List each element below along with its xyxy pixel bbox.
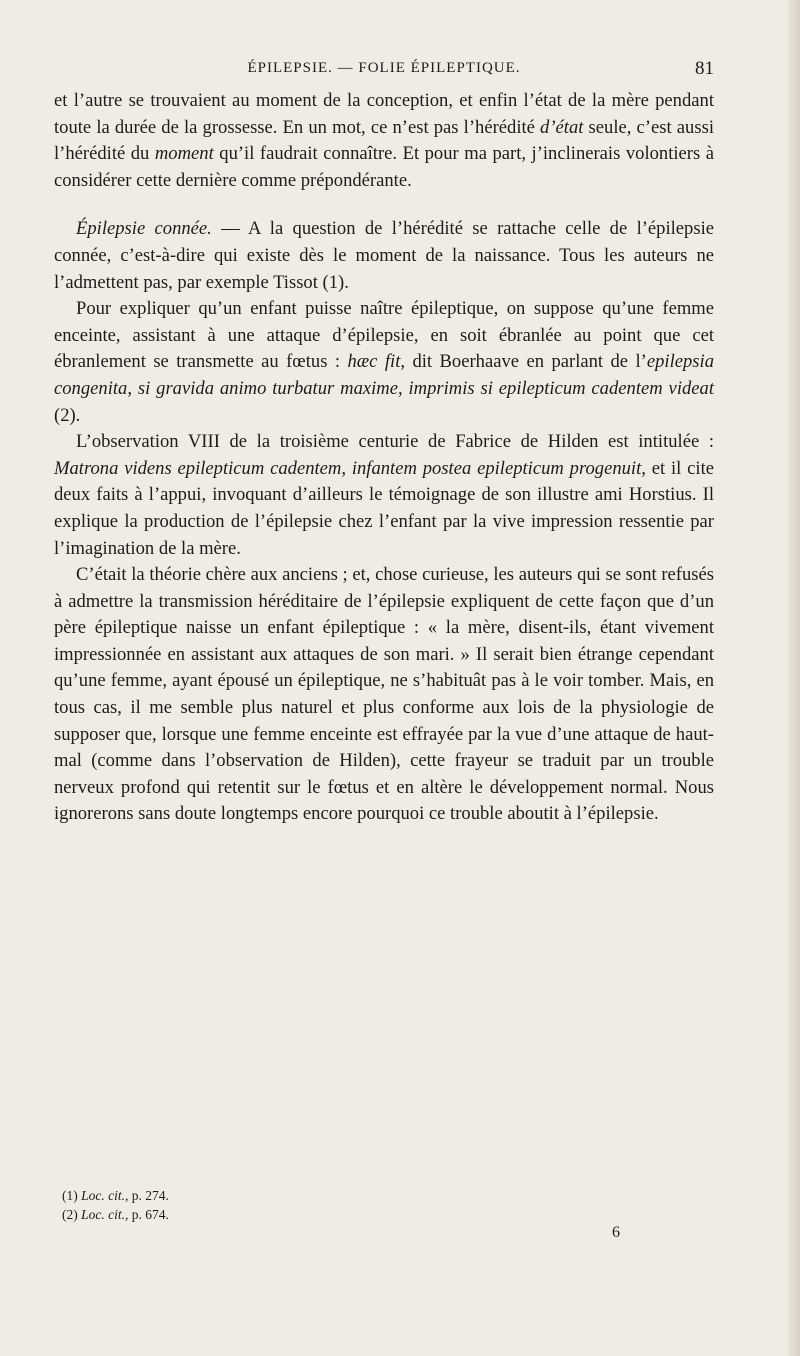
italic-run: Loc. cit., — [81, 1188, 129, 1203]
paragraph-continuation — [54, 88, 714, 194]
italic-run: epilepsia congenita, si gravida animo turbatur maxime, imprimis si epilepticum cadentem videat — [54, 351, 714, 399]
text-run: L’observation VIII de la troisième centurie de Fabrice de Hilden est intitulée : — [76, 431, 714, 453]
italic-run: d’état — [540, 116, 584, 138]
paragraph-theorie-anciens — [54, 562, 714, 828]
footnote-2 — [62, 1205, 169, 1224]
paragraph-boerhaave — [54, 296, 714, 429]
text-run: et il cite deux faits à l’appui, invoquant d’ailleurs le témoignage de son illustre ami Horstius. Il explique la production de l’épilepsie chez l’enfant par la vive impression ressentie par l’imagination de la mère. — [54, 457, 714, 559]
paragraph-epilepsie-connee — [54, 216, 714, 296]
text-run: p. 274. — [128, 1188, 169, 1203]
signature-mark: 6 — [612, 1224, 620, 1241]
footnote-1 — [62, 1186, 169, 1205]
italic-run: Matrona videns epilepticum cadentem, infantem postea epilepticum progenuit, — [54, 457, 646, 479]
running-head-title: ÉPILEPSIE. — FOLIE ÉPILEPTIQUE. — [247, 60, 521, 76]
text-run: seule, c’est aussi l’hérédité du — [54, 116, 714, 165]
text-run: dit Boerhaave en parlant de l’ — [405, 351, 647, 373]
text-run: (1) — [62, 1188, 82, 1203]
text-run: Pour expliquer qu’un enfant puisse naître épileptique, on suppose qu’une femme enceinte, assistant à une attaque d’épilepsie, en soit ébranlée au point que cet ébranlement se transmette au fœtus : — [54, 298, 714, 373]
body-text — [54, 88, 714, 828]
text-run: — A la question de l’hérédité se rattache celle de l’épilepsie connée, c’est-à-dire qui existe dès le moment de la naissance. Tous les auteurs ne l’admettent pas, par exemple Tissot (1). — [54, 218, 715, 293]
text-run: qu’il faudrait connaître. Et pour ma part, j’inclinerais volontiers à considérer cette dernière comme prépondérante. — [54, 143, 714, 191]
italic-run: hæc fit, — [347, 351, 406, 373]
italic-run: Épilepsie connée. — [76, 218, 212, 240]
italic-run: moment — [154, 143, 214, 165]
page-number: 81 — [695, 58, 714, 79]
text-run: (2). — [54, 404, 81, 426]
page-edge-shadow — [788, 0, 800, 1356]
text-run: p. 674. — [128, 1207, 169, 1222]
text-run: (2) — [62, 1207, 82, 1222]
running-head — [54, 60, 714, 84]
paragraph-fabrice-de-hilden — [54, 429, 714, 562]
italic-run: Loc. cit., — [81, 1207, 129, 1222]
text-run: et l’autre se trouvaient au moment de la conception, et enfin l’état de la mère pendant toute la durée de la grossesse. En un mot, ce n’est pas l’hérédité — [54, 90, 714, 138]
footnotes — [62, 1186, 169, 1224]
text-run: C’était la théorie chère aux anciens ; et, chose curieuse, les auteurs qui se sont refusés à admettre la transmission héréditaire de l’épilepsie expliquent de cette façon que d’un père épileptique naisse un enfant épileptique : « la mère, disent-ils, étant vivement impressionnée en assistant aux attaques de son mari. » Il serait bien étrange cependant qu’une femme, ayant épousé un épileptique, ne s’habituât pas à le voir tomber. Mais, en tous cas, il me semble plus naturel et plus conforme aux lois de la physiologie de supposer que, lorsque une femme enceinte est effrayée par la vue d’une attaque de haut-mal (comme dans l’observation de Hilden), cette frayeur se traduit par un trouble nerveux profond qui retentit sur le fœtus et en altère le développement normal. Nous ignorerons sans doute longtemps encore pourquoi ce trouble aboutit à l’épilepsie. — [54, 564, 714, 825]
